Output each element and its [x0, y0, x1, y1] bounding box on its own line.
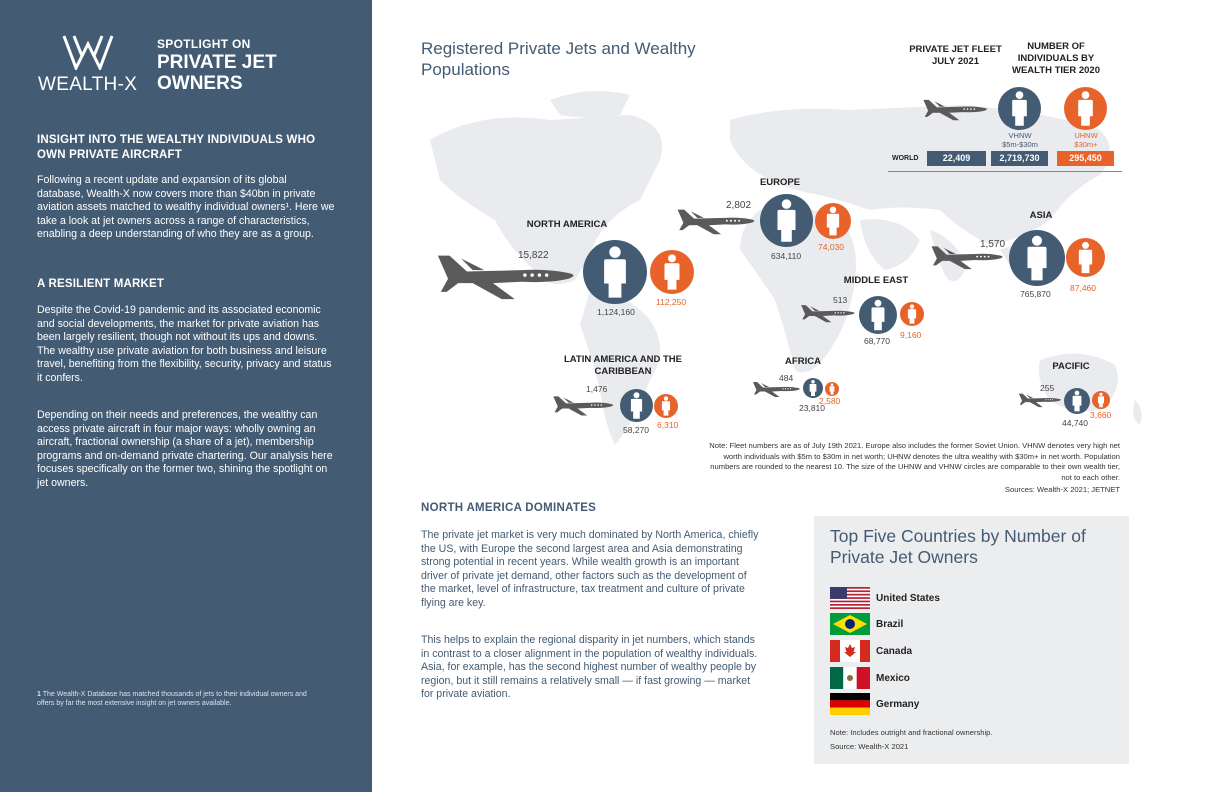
vhnw-legend: [990, 131, 1050, 149]
la-vhnw-icon: [620, 389, 653, 422]
mexico-flag-icon: [830, 667, 870, 689]
country-row: [830, 667, 910, 689]
top-five-note: Note: Includes outright and fractional ownership.: [830, 728, 993, 737]
na-jets: 15,822: [518, 250, 549, 261]
germany-flag-icon: [830, 693, 870, 715]
me-jet-icon: [800, 300, 857, 324]
asia-vhnw-icon: [1009, 230, 1065, 286]
legend-jet-icon: [922, 93, 990, 123]
eu-vhnw: 634,110: [771, 251, 802, 261]
la-vhnw: 58,270: [623, 425, 649, 435]
la-jet-icon: [552, 391, 616, 417]
wealthx-logo-icon: [62, 34, 114, 70]
eu-uhnw-icon: [815, 203, 851, 239]
region-middle-east: MIDDLE EAST: [843, 275, 909, 286]
world-label: WORLD: [892, 155, 919, 162]
region-north-america: NORTH AMERICA: [526, 219, 608, 230]
na-jet-icon: [435, 244, 580, 302]
uhnw-legend: [1056, 131, 1116, 149]
brand-name: WEALTH-X: [38, 74, 138, 95]
footnote: [37, 690, 312, 708]
eu-uhnw: 74,030: [818, 242, 844, 252]
africa-vhnw: 23,810: [799, 403, 825, 413]
eu-jets: 2,802: [726, 200, 752, 211]
pacific-vhnw: 44,740: [1062, 418, 1088, 428]
country-name: Canada: [876, 645, 913, 657]
canada-flag-icon: [830, 640, 870, 662]
me-uhnw: 9,160: [900, 330, 922, 340]
na-uhnw: 112,250: [656, 297, 687, 307]
eu-vhnw-icon: [760, 194, 813, 247]
na-paragraph-1: The private jet market is very much dominated by North America, chiefly the US, with Europe the second largest area and Asia demonstrating strong potential in recent years. While wealth growth is an important driver of private jet demand, other factors such as the development of the market, level of infrastructure, tax treatment and culture of private flying are key.: [421, 529, 759, 609]
country-row: [830, 587, 940, 609]
me-jets: 513: [833, 295, 848, 305]
pacific-vhnw-icon: [1064, 388, 1090, 414]
world-vhnw: 2,719,730: [991, 151, 1048, 166]
top-five-title: Top Five Countries by Number of Private Jet Owners: [830, 526, 1086, 567]
country-row: [830, 693, 919, 715]
resilient-paragraph-1: Despite the Covid-19 pandemic and its associated economic and social developments, the market for private aviation has been largely resilient, though not without its ups and downs. The wealthy use private aviation for both business and leisure travel, benefiting from the flexibility, security, privacy and status it confers.: [37, 304, 332, 384]
asia-uhnw-icon: [1066, 238, 1105, 277]
vhnw-range: $5m-$30m: [1002, 140, 1038, 149]
spotlight-label: SPOTLIGHT ON: [157, 37, 251, 51]
sidebar: [0, 0, 372, 792]
na-vhnw: 1,124,160: [597, 307, 635, 317]
pacific-jets: 255: [1040, 383, 1055, 393]
brazil-flag-icon: [830, 613, 870, 635]
la-jets: 1,476: [586, 384, 608, 394]
world-jets: 22,409: [927, 151, 986, 166]
footnote-text: The Wealth-X Database has matched thousands of jets to their individual owners and offers by far the most extensive insight on jet owners available.: [37, 691, 307, 707]
country-row: [830, 640, 912, 662]
spotlight-title: PRIVATE JET OWNERS: [157, 52, 277, 94]
fleet-header: PRIVATE JET FLEET JULY 2021: [909, 44, 1002, 67]
footnote-number: 1: [37, 691, 41, 698]
me-vhnw-icon: [859, 296, 897, 334]
country-name: United States: [876, 592, 940, 604]
na-dominates-heading: NORTH AMERICA DOMINATES: [421, 502, 597, 514]
asia-vhnw: 765,870: [1020, 289, 1051, 299]
asia-uhnw: 87,460: [1070, 283, 1096, 293]
uhnw-range: $30m+: [1074, 140, 1098, 149]
region-asia: ASIA: [1029, 210, 1053, 221]
africa-jet-icon: [752, 378, 802, 398]
uhnw-label: UHNW: [1074, 131, 1098, 140]
na-uhnw-icon: [650, 250, 694, 294]
pacific-uhnw: 3,660: [1090, 410, 1112, 420]
top-five-panel: [814, 516, 1129, 764]
world-uhnw: 295,450: [1057, 151, 1114, 166]
map-sources: Sources: Wealth-X 2021; JETNET: [1004, 485, 1120, 494]
map-note: Note: Fleet numbers are as of July 19th 2021. Europe also includes the former Soviet Union. VHNW denotes very high net worth individuals with $5m to $30m in net worth; UHNW denotes the ultra wealthy with $30m+ in net worth. Population numbers are rounded to the nearest 10. The size of the UHNW and VHNW circles are comparable to their own wealth tier, not to each other.: [709, 441, 1120, 482]
resilient-paragraph-2: Depending on their needs and preferences, the wealthy can access private aircraft in four major ways: wholly owning an aircraft, fractional ownership (a share of a jet), membership programs and on-demand private chartering. Our analysis here focuses specifically on the former two, shining the spotlight on jet owners.: [37, 409, 333, 489]
me-vhnw: 68,770: [864, 336, 890, 346]
africa-vhnw-icon: [803, 378, 823, 398]
asia-jets: 1,570: [980, 239, 1006, 250]
me-uhnw-icon: [900, 302, 924, 326]
la-uhnw: 6,310: [657, 420, 679, 430]
individuals-header: NUMBER OF INDIVIDUALS BY WEALTH TIER 2020: [1012, 41, 1100, 76]
us-flag-icon: [830, 587, 870, 609]
region-pacific: PACIFIC: [1052, 361, 1090, 372]
insight-heading: INSIGHT INTO THE WEALTHY INDIVIDUALS WHO OWN PRIVATE AIRCRAFT: [37, 134, 316, 161]
region-africa: AFRICA: [785, 356, 821, 367]
africa-uhnw: 2,580: [819, 396, 841, 406]
map-title: Registered Private Jets and Wealthy Populations: [421, 39, 696, 79]
vhnw-label: VHNW: [1008, 131, 1032, 140]
na-paragraph-2: This helps to explain the regional disparity in jet numbers, which stands in contrast to a closer alignment in the population of wealthy individuals. Asia, for example, has the second highest number of wealthy people by region, but it still remains a relatively small — if fast growing — market for private aviation.: [421, 634, 758, 701]
country-name: Germany: [876, 698, 920, 710]
na-vhnw-icon: [583, 240, 647, 304]
legend-divider: [888, 171, 1122, 172]
resilient-heading: A RESILIENT MARKET: [37, 278, 165, 290]
la-uhnw-icon: [654, 394, 678, 418]
africa-uhnw-icon: [825, 382, 839, 396]
legend-uhnw-person-icon: [1064, 87, 1107, 130]
region-latin-america: LATIN AMERICA AND THE CARIBBEAN: [563, 354, 683, 377]
africa-jets: 484: [779, 373, 794, 383]
intro-paragraph: Following a recent update and expansion of its global database, Wealth-X now covers more than $40bn in private aviation assets matched to wealthy individual owners¹. Here we take a look at jet owners across a range of characteristics, enabling a deep understanding of who they are as a group.: [37, 174, 335, 241]
country-name: Mexico: [876, 672, 910, 684]
pacific-uhnw-icon: [1092, 391, 1110, 409]
region-europe: EUROPE: [759, 177, 801, 188]
country-row: [830, 613, 903, 635]
legend-vhnw-person-icon: [998, 87, 1041, 130]
top-five-source: Source: Wealth-X 2021: [830, 742, 909, 751]
country-name: Brazil: [876, 618, 904, 630]
